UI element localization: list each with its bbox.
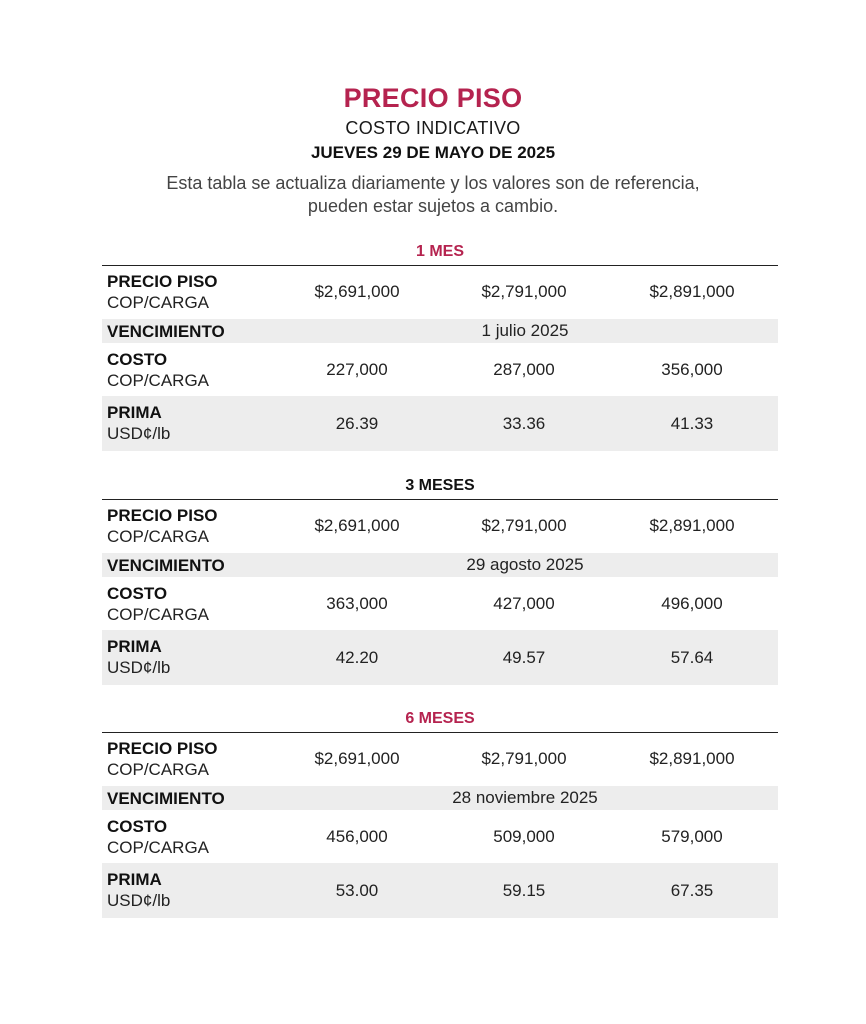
label-unit: COP/CARGA: [107, 837, 210, 857]
row-precio-piso: [102, 266, 778, 318]
cell: 579,000: [661, 827, 723, 846]
label-unit: COP/CARGA: [107, 292, 210, 312]
row-costo: [102, 811, 778, 863]
cell: 456,000: [326, 827, 388, 846]
row-vencimiento: [102, 553, 778, 577]
cell: 49.57: [502, 647, 546, 667]
label-main: VENCIMIENTO: [107, 788, 225, 808]
row-label: [102, 402, 272, 445]
label-unit: COP/CARGA: [107, 759, 210, 779]
cell: $2,891,000: [649, 516, 735, 535]
page-title: PRECIO PISO: [343, 83, 523, 113]
label-main: PRECIO PISO: [107, 505, 218, 525]
row-label: [102, 788, 272, 809]
label-main: COSTO: [107, 816, 168, 836]
label-unit: COP/CARGA: [107, 370, 210, 390]
row-prima: [102, 863, 778, 918]
page-date: JUEVES 29 DE MAYO DE 2025: [310, 143, 556, 162]
cell: $2,791,000: [481, 282, 567, 301]
cell: 59.15: [502, 880, 546, 900]
cell: 356,000: [661, 360, 723, 379]
row-label: [102, 321, 272, 342]
cell: 42.20: [335, 647, 379, 667]
label-main: PRECIO PISO: [107, 738, 218, 758]
row-label: [102, 636, 272, 679]
cell: $2,691,000: [314, 516, 400, 535]
row-prima: [102, 630, 778, 685]
label-main: VENCIMIENTO: [107, 321, 225, 341]
section-6-meses: [102, 705, 778, 918]
row-label: [102, 816, 272, 859]
row-label: [102, 349, 272, 392]
disclaimer-note: [0, 172, 866, 218]
note-line-1: Esta tabla se actualiza diariamente y los valores son de referencia,: [166, 173, 700, 193]
cell: $2,691,000: [314, 282, 400, 301]
page-subtitle: COSTO INDICATIVO: [345, 118, 521, 138]
section-title: 6 MESES: [102, 705, 778, 733]
label-main: COSTO: [107, 583, 168, 603]
note-line-2: pueden estar sujetos a cambio.: [307, 196, 559, 216]
cell: 57.64: [670, 647, 714, 667]
cell: 41.33: [670, 413, 714, 433]
row-label: [102, 738, 272, 781]
row-vencimiento: [102, 786, 778, 810]
cell: 227,000: [326, 360, 388, 379]
label-main: PRECIO PISO: [107, 271, 218, 291]
cell: 509,000: [493, 827, 555, 846]
cell: 287,000: [493, 360, 555, 379]
label-unit: COP/CARGA: [107, 526, 210, 546]
row-precio-piso: [102, 500, 778, 552]
cell: $2,891,000: [649, 749, 735, 768]
row-label: [102, 869, 272, 912]
label-unit: USD¢/lb: [107, 658, 171, 677]
label-unit: COP/CARGA: [107, 604, 210, 624]
section-3-meses: [102, 472, 778, 685]
label-unit: USD¢/lb: [107, 891, 171, 910]
row-costo: [102, 344, 778, 396]
cell: 67.35: [670, 880, 714, 900]
row-precio-piso: [102, 733, 778, 785]
row-label: [102, 555, 272, 576]
row-prima: [102, 396, 778, 451]
label-main: PRIMA: [107, 637, 162, 656]
row-costo: [102, 578, 778, 630]
cell: $2,891,000: [649, 282, 735, 301]
cell: $2,791,000: [481, 749, 567, 768]
label-main: PRIMA: [107, 870, 162, 889]
section-1-mes: [102, 238, 778, 451]
vencimiento-date: 28 noviembre 2025: [452, 788, 598, 807]
label-unit: USD¢/lb: [107, 424, 171, 443]
row-label: [102, 583, 272, 626]
cell: 363,000: [326, 594, 388, 613]
section-title: 3 MESES: [102, 472, 778, 500]
row-label: [102, 271, 272, 314]
row-vencimiento: [102, 319, 778, 343]
label-main: PRIMA: [107, 403, 162, 422]
cell: 53.00: [335, 880, 379, 900]
section-title: 1 MES: [102, 238, 778, 266]
cell: $2,791,000: [481, 516, 567, 535]
vencimiento-date: 29 agosto 2025: [466, 555, 584, 574]
cell: 427,000: [493, 594, 555, 613]
cell: 496,000: [661, 594, 723, 613]
label-main: COSTO: [107, 349, 168, 369]
cell: 33.36: [502, 413, 546, 433]
vencimiento-date: 1 julio 2025: [481, 321, 569, 340]
row-label: [102, 505, 272, 548]
label-main: VENCIMIENTO: [107, 555, 225, 575]
cell: 26.39: [335, 413, 379, 433]
cell: $2,691,000: [314, 749, 400, 768]
